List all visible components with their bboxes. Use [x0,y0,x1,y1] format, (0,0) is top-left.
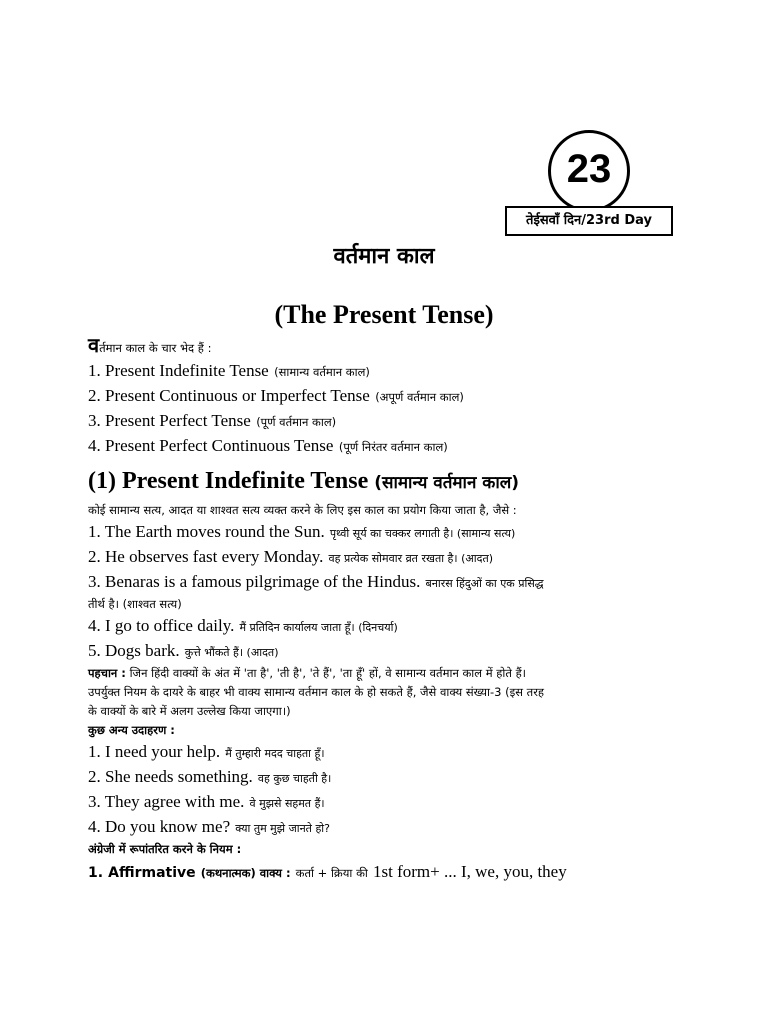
tense-hindi: (सामान्य वर्तमान काल) [274,365,370,379]
example-hindi: बनारस हिंदुओं का एक प्रसिद्ध [425,577,544,590]
example-hindi: वह प्रत्येक सोमवार व्रत रखता है। (आदत) [328,552,494,565]
section-heading-english: (1) Present Indefinite Tense [88,468,369,494]
example-item [88,520,688,545]
identification-label: पहचान : [88,666,126,680]
identification-note [88,664,688,683]
section-description: कोई सामान्य सत्य, आदत या शाश्वत सत्य व्यक्त करने के लिए इस काल का प्रयोग किया जाता है, जैसे : [88,503,517,517]
example-english: 4. I go to office daily. [88,616,235,635]
example-item [88,740,688,765]
example-english: 5. Dogs bark. [88,641,180,660]
english-title: (The Present Tense) [274,300,494,329]
note-line: उपर्युक्त नियम के दायरे के बाहर भी वाक्य सामान्य वर्तमान काल के हो सकते हैं, जैसे वाक्य संख्या-3 (इस तरह [88,685,545,699]
rule-label-english: Affirmative [108,865,196,881]
example-hindi: वे मुझसे सहमत हैं। [249,797,325,810]
other-examples-label: कुछ अन्य उदाहरण : [88,723,175,737]
section-heading [88,463,688,501]
list-item [88,409,688,434]
example-item [88,545,688,570]
example-item [88,765,688,790]
example-hindi: वह कुछ चाहती है। [257,772,332,785]
intro-line [88,334,688,359]
example-hindi: क्या तुम मुझे जानते हो? [235,822,330,835]
rule-hindi-text: कर्ता + क्रिया की [295,866,368,880]
intro-text: र्तमान काल के चार भेद हैं : [99,341,212,355]
hindi-title: वर्तमान काल [333,244,435,269]
rule-item [88,859,688,886]
day-badge [505,130,675,240]
tense-hindi: (अपूर्ण वर्तमान काल) [375,390,464,404]
example-english: 3. Benaras is a famous pilgrimage of the Hindus. [88,572,421,591]
example-english: 2. He observes fast every Monday. [88,547,324,566]
example-english: 2. She needs something. [88,767,253,786]
section-heading-hindi: (सामान्य वर्तमान काल) [374,473,520,493]
tense-name: 2. Present Continuous or Imperfect Tense [88,386,370,405]
example-english: 4. Do you know me? [88,817,231,836]
list-item [88,384,688,409]
rule-number: 1. [88,865,104,881]
tense-hindi: (पूर्ण वर्तमान काल) [256,415,337,429]
example-hindi: मैं प्रतिदिन कार्यालय जाता हूँ। (दिनचर्या) [239,621,398,634]
example-item [88,639,688,664]
example-continuation: तीर्थ है। (शाश्वत सत्य) [88,597,182,611]
intro-initial: व [88,333,100,357]
rule-english-text: 1st form+ ... I, we, you, they [372,862,567,881]
tense-name: 3. Present Perfect Tense [88,411,251,430]
example-hindi: मैं तुम्हारी मदद चाहता हूँ। [225,747,325,760]
example-hindi: कुत्ते भौंकते हैं। (आदत) [184,646,279,659]
rules-label: अंग्रेजी में रूपांतरित करने के नियम : [88,842,242,856]
day-label: तेईसवाँ दिन/23rd Day [505,206,673,236]
note-line: के वाक्यों के बारे में अलग उल्लेख किया जाएगा।) [88,704,291,718]
example-item [88,790,688,815]
example-item [88,570,688,595]
example-english: 1. The Earth moves round the Sun. [88,522,325,541]
list-item [88,359,688,384]
tense-name: 4. Present Perfect Continuous Tense [88,436,334,455]
rule-label-hindi: (कथनात्मक) वाक्य : [200,866,291,880]
example-english: 3. They agree with me. [88,792,245,811]
example-item [88,614,688,639]
example-hindi: पृथ्वी सूर्य का चक्कर लगाती है। (सामान्य सत्य) [329,527,516,540]
day-number: 23 [566,147,612,191]
example-item [88,815,688,840]
list-item [88,434,688,459]
tense-hindi: (पूर्ण निरंतर वर्तमान काल) [338,440,448,454]
example-english: 1. I need your help. [88,742,221,761]
tense-list [88,359,688,459]
tense-name: 1. Present Indefinite Tense [88,361,269,380]
identification-text: जिन हिंदी वाक्यों के अंत में 'ता है', 'ती है', 'ते हैं', 'ता हूँ' हों, वे सामान्य वर्तमान काल में होते हैं। [129,666,527,680]
page-content [88,334,688,886]
